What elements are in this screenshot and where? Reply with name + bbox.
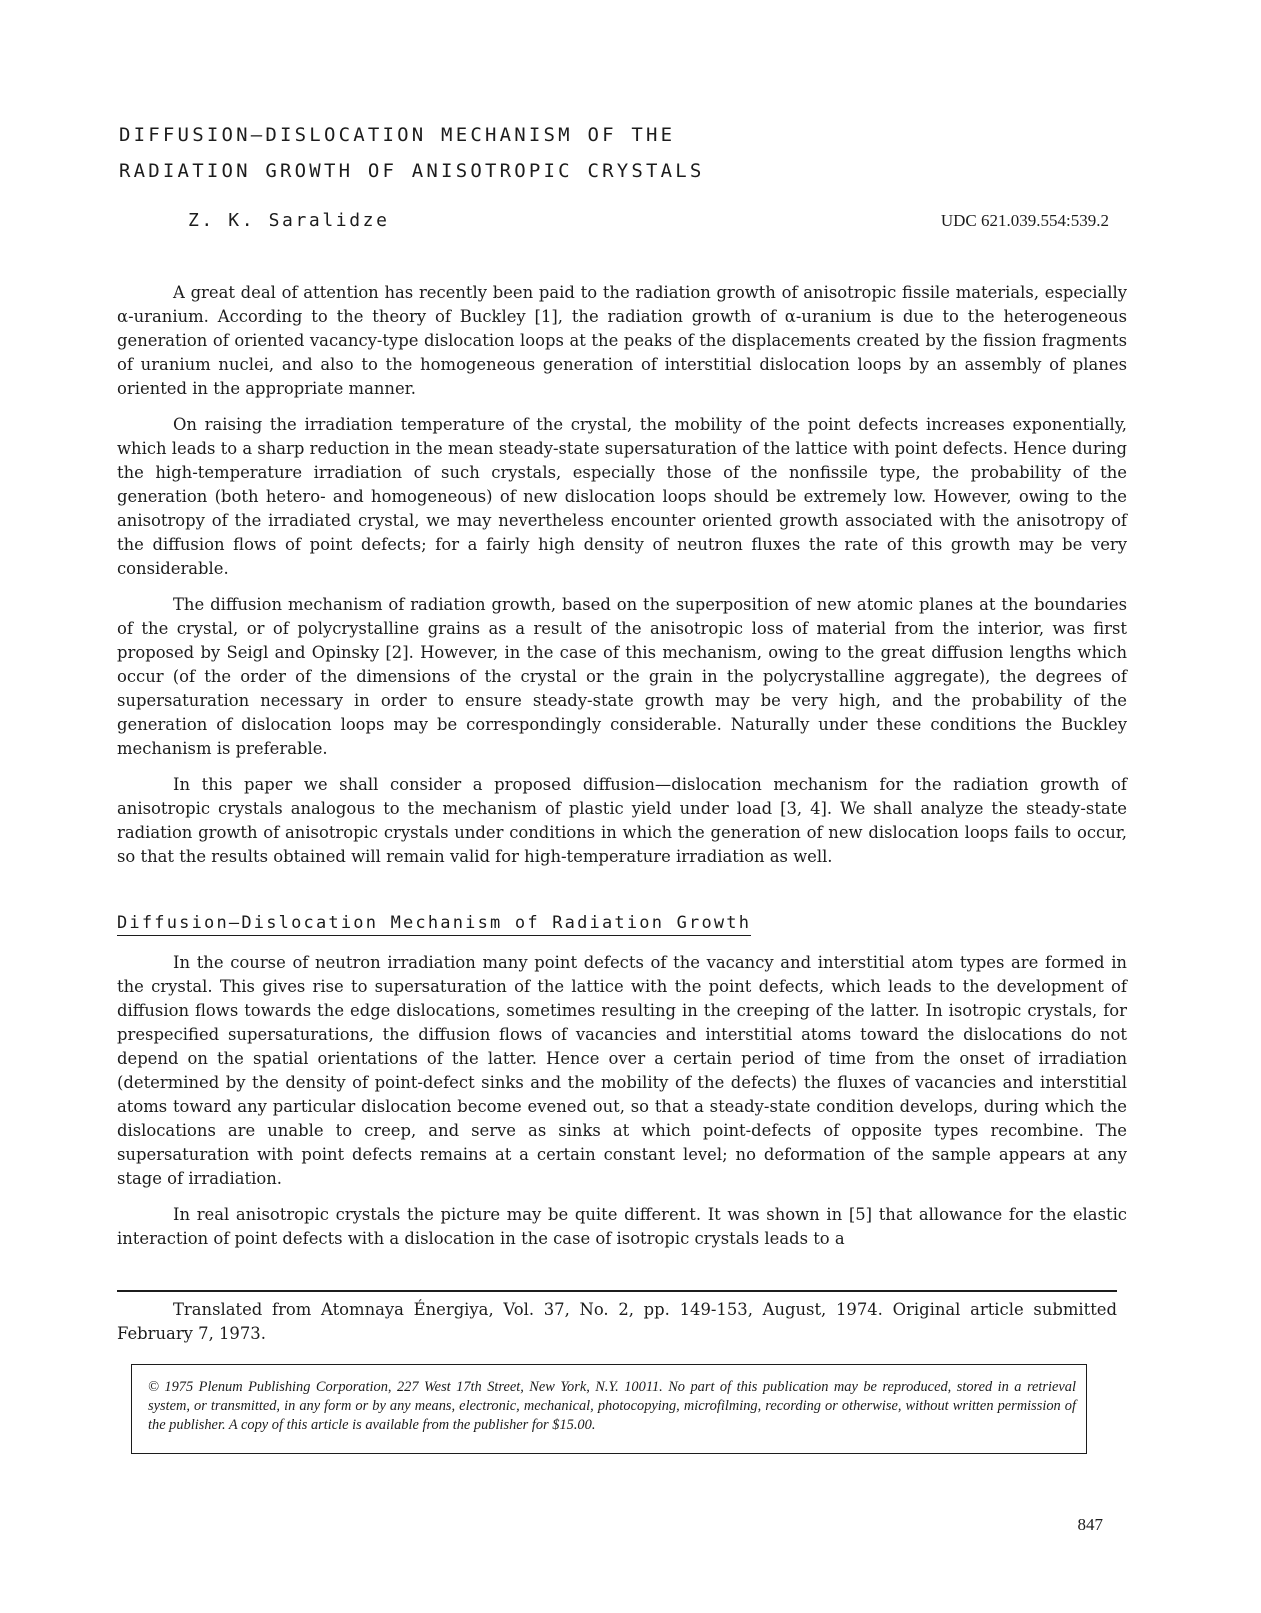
- intro-paragraph-3: The diffusion mechanism of radiation growth, based on the superposition of new atomic planes at the boundaries of the crystal, or of polycrystalline grains as a result of the anisotropic loss of material from the interior, was first proposed by Seigl and Opinsky [2]. However, in the case of this mechanism, owing to the great diffusion lengths which occur (of the order of the dimensions of the crystal or the grain in the polycrystalline aggregate), the degrees of supersaturation necessary in order to ensure steady-state growth may be very high, and the probability of the generation of dislocation loops may be correspondingly considerable. Naturally under these conditions the Buckley mechanism is preferable.: [117, 595, 1127, 758]
- intro-text: [117, 281, 1127, 881]
- section-paragraph-1: In the course of neutron irradiation many point defects of the vacancy and interstitial atom types are formed in the crystal. This gives rise to supersaturation of the lattice with the point defects, which leads to the development of diffusion flows towards the edge dislocations, sometimes resulting in the creeping of the latter. In isotropic crystals, for prespecified supersaturations, the diffusion flows of vacancies and interstitial atoms toward the dislocations do not depend on the spatial orientations of the latter. Hence over a certain period of time from the onset of irradiation (determined by the density of point-defect sinks and the mobility of the defects) the fluxes of vacancies and interstitial atoms toward any particular dislocation become evened out, so that a steady-state condition develops, during which the dislocations are unable to creep, and serve as sinks at which point-defects of opposite types recombine. The supersaturation with point defects remains at a certain constant level; no deformation of the sample appears at any stage of irradiation.: [117, 953, 1127, 1188]
- section-heading: Diffusion—Dislocation Mechanism of Radiation Growth: [117, 913, 751, 936]
- author-name: Z. K. Saralidze: [188, 210, 390, 231]
- translation-note: [117, 1298, 1117, 1346]
- section-paragraph-2: In real anisotropic crystals the picture may be quite different. It was shown in [5] that allowance for the elastic interaction of point defects with a dislocation in the case of isotropic crystals leads to a: [117, 1205, 1127, 1248]
- footnote-divider: [117, 1290, 1117, 1292]
- article-title-line-1: DIFFUSION—DISLOCATION MECHANISM OF THE: [119, 124, 676, 146]
- intro-paragraph-1: A great deal of attention has recently been paid to the radiation growth of anisotropic fissile materials, especially α-uranium. According to the theory of Buckley [1], the radiation growth of α-uranium is due to the heterogeneous generation of oriented vacancy-type dislocation loops at the peaks of the displacements created by the fission fragments of uranium nuclei, and also to the homogeneous generation of interstitial dislocation loops by an assembly of planes oriented in the appropriate manner.: [117, 283, 1127, 398]
- intro-paragraph-2: On raising the irradiation temperature of the crystal, the mobility of the point defects increases exponentially, which leads to a sharp reduction in the mean steady-state supersaturation of the lattice with point defects. Hence during the high-temperature irradiation of such crystals, especially those of the nonfissile type, the probability of the generation (both hetero- and homogeneous) of new dislocation loops should be extremely low. However, owing to the anisotropy of the irradiated crystal, we may nevertheless encounter oriented growth associated with the anisotropy of the diffusion flows of point defects; for a fairly high density of neutron fluxes the rate of this growth may be very considerable.: [117, 415, 1127, 578]
- intro-paragraph-4: In this paper we shall consider a proposed diffusion—dislocation mechanism for the radiation growth of anisotropic crystals analogous to the mechanism of plastic yield under load [3, 4]. We shall analyze the steady-state radiation growth of anisotropic crystals under conditions in which the generation of new dislocation loops fails to occur, so that the results obtained will remain valid for high-temperature irradiation as well.: [117, 775, 1127, 866]
- udc-code: UDC 621.039.554:539.2: [940, 211, 1109, 230]
- article-title-line-2: RADIATION GROWTH OF ANISOTROPIC CRYSTALS: [119, 160, 705, 182]
- section-text: [117, 951, 1127, 1263]
- translation-text: Translated from Atomnaya Énergiya, Vol. 37, No. 2, pp. 149-153, August, 1974. Original article submitted February 7, 1973.: [117, 1300, 1117, 1343]
- copyright-notice: © 1975 Plenum Publishing Corporation, 227 West 17th Street, New York, N.Y. 10011. No part of this publication may be reproduced, stored in a retrieval system, or transmitted, in any form or by any means, electronic, mechanical, photocopying, microfilming, recording or otherwise, without written permission of the publisher. A copy of this article is available from the publisher for $15.00.: [131, 1364, 1087, 1454]
- page-number: 847: [1077, 1515, 1103, 1534]
